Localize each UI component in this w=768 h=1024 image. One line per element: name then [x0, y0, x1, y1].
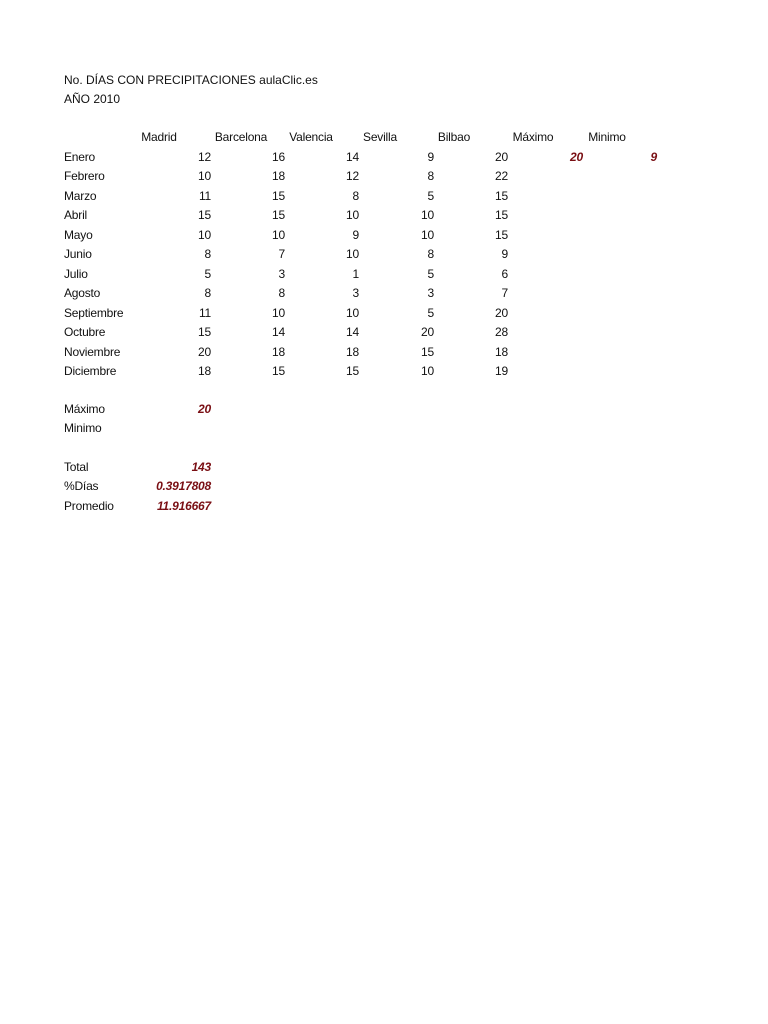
- data-cell: 8: [204, 286, 211, 300]
- row-label: Julio: [64, 267, 88, 281]
- stat-value: 0.3917808: [156, 479, 211, 493]
- row-label: Agosto: [64, 286, 101, 300]
- data-cell: 8: [278, 286, 285, 300]
- row-label: Febrero: [64, 169, 105, 183]
- stat-value: 11.916667: [156, 499, 211, 513]
- data-cell: 12: [346, 169, 359, 183]
- column-header: Máximo: [512, 130, 554, 144]
- data-cell: 14: [346, 150, 359, 164]
- column-header: Barcelona: [214, 130, 268, 144]
- data-cell: 20: [198, 345, 211, 359]
- data-cell: 9: [352, 228, 359, 242]
- summary-label: Máximo: [64, 402, 105, 416]
- data-cell: 20: [421, 325, 434, 339]
- data-cell: 28: [495, 325, 508, 339]
- data-cell: 3: [352, 286, 359, 300]
- data-cell: 10: [272, 228, 285, 242]
- data-cell: 9: [501, 247, 508, 261]
- summary-value: 20: [198, 402, 211, 416]
- data-cell: 15: [495, 208, 508, 222]
- data-cell: 22: [495, 169, 508, 183]
- row-label: Enero: [64, 150, 96, 164]
- data-cell: 15: [272, 364, 285, 378]
- summary-label: Minimo: [64, 421, 102, 435]
- row-label: Diciembre: [64, 364, 117, 378]
- data-cell: 15: [198, 325, 211, 339]
- data-cell: 5: [427, 306, 434, 320]
- column-header: Sevilla: [363, 130, 397, 144]
- data-cell: 18: [272, 169, 285, 183]
- column-header: Valencia: [289, 130, 333, 144]
- data-cell: 14: [272, 325, 285, 339]
- data-cell: 14: [346, 325, 359, 339]
- data-cell: 18: [346, 345, 359, 359]
- data-cell: 15: [272, 189, 285, 203]
- data-cell: 18: [495, 345, 508, 359]
- stat-label: %Días: [64, 479, 99, 493]
- data-cell: 15: [495, 189, 508, 203]
- row-label: Marzo: [64, 189, 97, 203]
- data-cell: 1: [352, 267, 359, 281]
- column-header: Minimo: [588, 130, 626, 144]
- data-cell: 12: [198, 150, 211, 164]
- row-min-value: 9: [650, 150, 657, 164]
- row-label: Noviembre: [64, 345, 121, 359]
- data-cell: 7: [501, 286, 508, 300]
- data-cell: 8: [204, 247, 211, 261]
- data-cell: 16: [272, 150, 285, 164]
- data-cell: 10: [421, 208, 434, 222]
- data-cell: 10: [346, 247, 359, 261]
- data-cell: 3: [278, 267, 285, 281]
- sheet-year: AÑO 2010: [64, 92, 121, 106]
- data-cell: 10: [346, 306, 359, 320]
- data-cell: 20: [495, 150, 508, 164]
- row-label: Junio: [64, 247, 92, 261]
- data-cell: 15: [198, 208, 211, 222]
- data-cell: 10: [198, 169, 211, 183]
- stat-value: 143: [191, 460, 211, 474]
- sheet-title: No. DÍAS CON PRECIPITACIONES aulaClic.es: [64, 73, 318, 87]
- data-cell: 9: [427, 150, 434, 164]
- data-cell: 10: [346, 208, 359, 222]
- column-header: Madrid: [141, 130, 177, 144]
- data-cell: 5: [427, 267, 434, 281]
- row-label: Octubre: [64, 325, 106, 339]
- data-cell: 18: [198, 364, 211, 378]
- data-cell: 19: [495, 364, 508, 378]
- data-cell: 10: [421, 228, 434, 242]
- data-cell: 5: [427, 189, 434, 203]
- row-label: Septiembre: [64, 306, 124, 320]
- data-cell: 15: [495, 228, 508, 242]
- data-cell: 11: [198, 189, 211, 203]
- data-cell: 8: [427, 247, 434, 261]
- data-cell: 8: [352, 189, 359, 203]
- data-cell: 8: [427, 169, 434, 183]
- data-cell: 10: [421, 364, 434, 378]
- data-cell: 3: [427, 286, 434, 300]
- stat-label: Promedio: [64, 499, 114, 513]
- row-label: Abril: [64, 208, 88, 222]
- data-cell: 15: [421, 345, 434, 359]
- stat-label: Total: [64, 460, 89, 474]
- data-cell: 15: [346, 364, 359, 378]
- data-cell: 7: [278, 247, 285, 261]
- column-header: Bilbao: [437, 130, 471, 144]
- data-cell: 18: [272, 345, 285, 359]
- data-cell: 6: [501, 267, 508, 281]
- row-max-value: 20: [570, 150, 583, 164]
- data-cell: 11: [198, 306, 211, 320]
- row-label: Mayo: [64, 228, 93, 242]
- data-cell: 10: [198, 228, 211, 242]
- data-cell: 10: [272, 306, 285, 320]
- data-cell: 15: [272, 208, 285, 222]
- data-cell: 20: [495, 306, 508, 320]
- data-cell: 5: [204, 267, 211, 281]
